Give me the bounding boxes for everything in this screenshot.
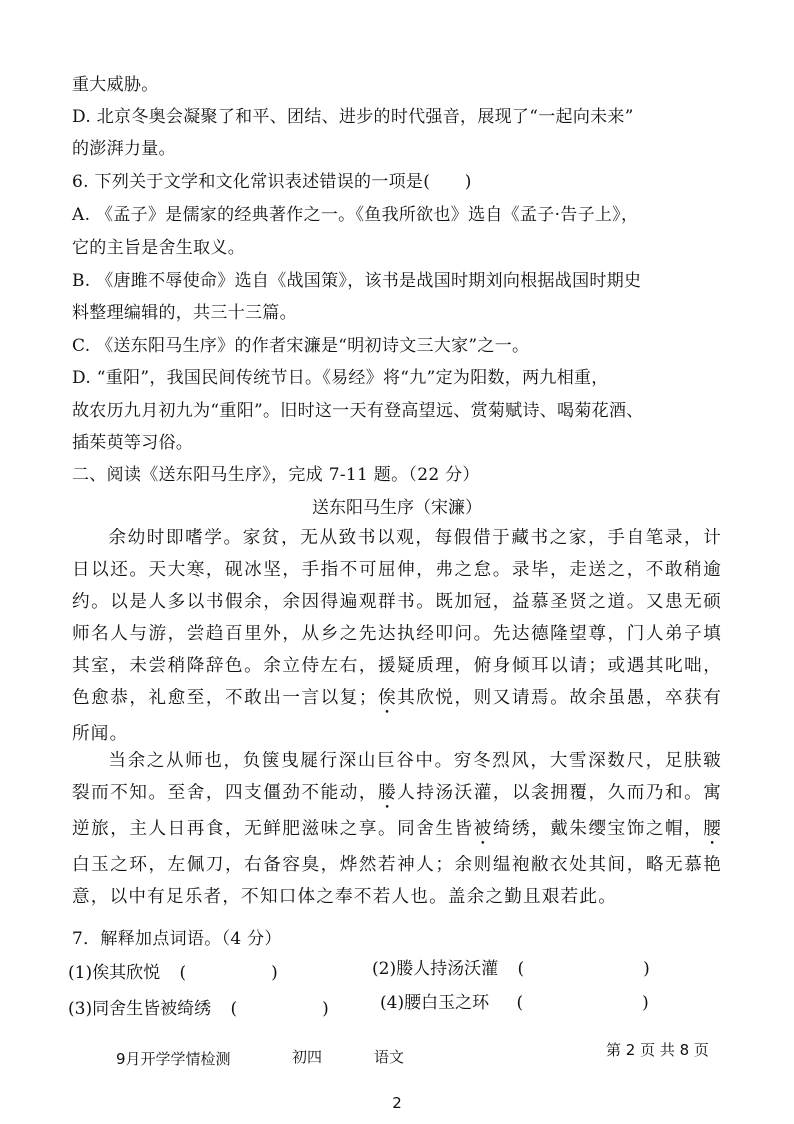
text-line: 的澎湃力量。 [72, 139, 176, 159]
question-7-stem: 7．解释加点词语。（4 分） [72, 929, 282, 949]
passage-text: 其欣悦，则又请焉。故余虽愚，卒获有所闻。 [72, 688, 723, 744]
question-7-item-1 [68, 962, 278, 984]
answer-blank[interactable]: ( ) [517, 959, 650, 979]
question-6-stem: 6. 下列关于文学和文化常识表述错误的一项是( ) [72, 172, 472, 192]
passage-paragraph-1 [72, 522, 722, 750]
item-label: (1)俟其欣悦 [68, 963, 161, 983]
item-label: (2)媵人持汤沃灌 [372, 959, 499, 979]
footer-exam-name: 9月开学学情检测 [116, 1050, 231, 1068]
dotted-word: 媵 [378, 783, 398, 803]
dotted-word: 腰 [703, 819, 723, 839]
option-b-text: B. 《唐雎不辱使命》选自《战国策》，该书是战国时期刘向根据战国时期史 [72, 271, 642, 291]
text-line: 重大威胁。 [72, 75, 159, 95]
passage-text: 白玉之环，左佩刀，右备容臭，烨然若神人；余则缊袍敝衣处其间，略无慕艳意，以中有足乐者，不知口体之奉不若人也。盖余之勤且艰若此。 [72, 855, 722, 907]
dotted-word: 被 [473, 819, 493, 839]
dotted-word: 俟 [377, 688, 398, 708]
question-7-item-4 [380, 992, 649, 1014]
text-line: 故农历九月初九为“重阳”。旧时这一天有登高望远、赏菊赋诗、喝菊花酒、 [72, 401, 644, 421]
answer-blank[interactable]: ( ) [179, 963, 278, 983]
option-d-text: D. “重阳”，我国民间传统节日。《易经》将“九”定为阳数，两九相重， [72, 368, 609, 388]
option-c-text: C. 《送东阳马生序》的作者宋濂是“明初诗文三大家”之一。 [72, 336, 530, 356]
passage-text: 当余之从师也，负箧曳屣行深山巨谷中。穷冬烈风，大雪深数尺，足肤皲裂而不知。至舍，四支僵劲不能动， [72, 751, 722, 803]
answer-blank[interactable]: ( ) [230, 999, 329, 1019]
text-line: 料整理编辑的，共三十三篇。 [72, 303, 297, 323]
option-a-text: A. 《孟子》是儒家的经典著作之一。《鱼我所欲也》选自《孟子·告子上》， [72, 205, 639, 225]
footer-page-info: 第 2 页 共 8 页 [606, 1041, 709, 1059]
item-label: (4)腰白玉之环 [380, 993, 490, 1013]
footer-subject: 语文 [374, 1048, 405, 1066]
passage-title: 送东阳马生序（宋濂） [312, 498, 482, 518]
question-7-item-3 [68, 998, 329, 1020]
passage-paragraph-2 [72, 745, 722, 913]
footer-grade: 初四 [292, 1048, 323, 1066]
question-7-item-2 [372, 958, 650, 980]
section-heading: 二、阅读《送东阳马生序》，完成 7-11 题。（22 分） [72, 465, 480, 485]
answer-blank[interactable]: ( ) [516, 993, 649, 1013]
passage-text: 绮绣，戴朱缨宝饰之帽， [492, 819, 704, 839]
text-line: 它的主旨是舍生取义。 [72, 238, 245, 258]
passage-text: 余幼时即嗜学。家贫，无从致书以观，每假借于藏书之家，手自笔录，计日以还。天大寒，砚冰坚，手指不可屈伸，弗之怠。录毕，走送之，不敢稍逾约。以是人多以书假余，余因得遍观群书。既加冠，益慕圣贤之道。又患无硕师名人与游，尝趋百里外，从乡之先达执经叩问。先达德隆望尊，门人弟子填其室，未尝稍降辞色。余立侍左右，援疑质理，俯身倾耳以请；或遇其叱咄，色愈恭，礼愈至，不敢出一言以复； [72, 528, 722, 708]
page-number: 2 [392, 1094, 402, 1112]
item-label: (3)同舍生皆被绮绣 [68, 999, 212, 1019]
passage-text: 人持汤沃灌，以衾拥覆，久而乃和。寓逆旅，主人日再食，无鲜肥滋味之享。同舍生皆 [72, 783, 723, 839]
option-d-text: D. 北京冬奥会凝聚了和平、团结、进步的时代强音，展现了“一起向未来” [72, 107, 634, 127]
text-line: 插茱萸等习俗。 [72, 433, 194, 453]
